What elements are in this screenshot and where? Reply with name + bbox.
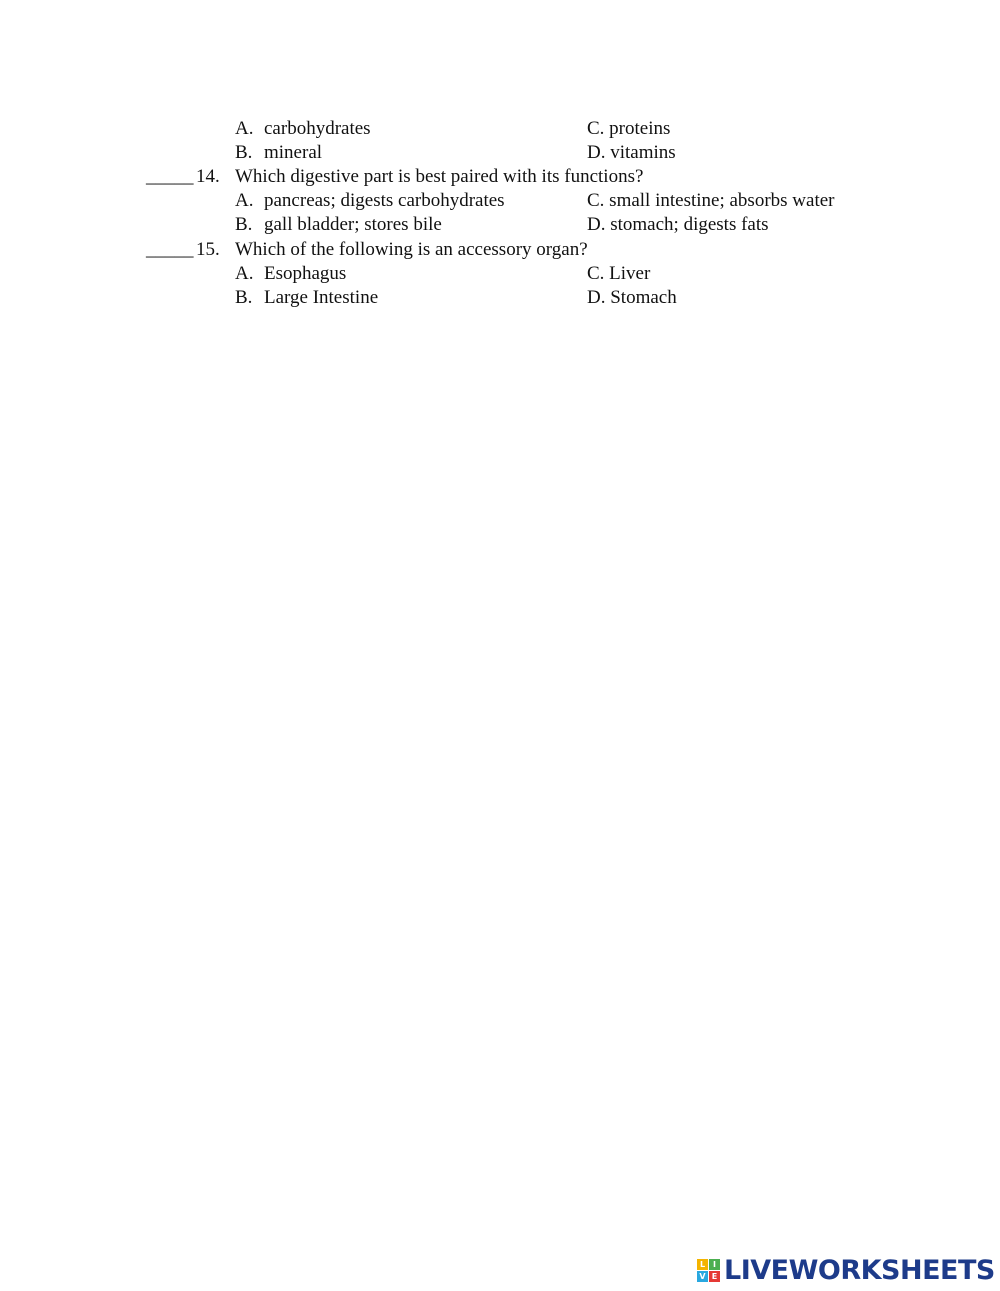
q13-option-b-letter: B. [235, 142, 253, 163]
logo-block-l: L [697, 1259, 708, 1270]
q14-number: 14. [196, 166, 220, 187]
q13-option-a-letter: A. [235, 118, 254, 139]
q14-option-a-letter: A. [235, 190, 254, 211]
q14-text: Which digestive part is best paired with its functions? [235, 166, 644, 187]
q15-option-a-letter: A. [235, 263, 254, 284]
q14-option-c: C. small intestine; absorbs water [587, 190, 835, 211]
q15-answer-blank[interactable]: _____ [146, 239, 194, 260]
logo-text: LIVEWORKSHEETS [724, 1254, 995, 1286]
q14-option-d: D. stomach; digests fats [587, 214, 769, 235]
logo-block-e: E [709, 1271, 720, 1282]
q15-option-b-text: Large Intestine [264, 287, 379, 308]
liveworksheets-logo [697, 1255, 995, 1285]
q14-answer-blank[interactable]: _____ [146, 166, 194, 187]
q13-option-c: C. proteins [587, 118, 671, 139]
q15-number: 15. [196, 239, 220, 260]
q15-option-d: D. Stomach [587, 287, 677, 308]
q13-option-d: D. vitamins [587, 142, 676, 163]
logo-block-i: I [709, 1259, 720, 1270]
logo-block-v: V [697, 1271, 708, 1282]
q14-option-b-letter: B. [235, 214, 253, 235]
q14-option-a-text: pancreas; digests carbohydrates [264, 190, 505, 211]
q15-option-a-text: Esophagus [264, 263, 347, 284]
q15-option-c: C. Liver [587, 263, 651, 284]
q13-option-b-text: mineral [264, 142, 323, 163]
q15-option-b-letter: B. [235, 287, 253, 308]
q15-text: Which of the following is an accessory organ? [235, 239, 588, 260]
q14-option-b-text: gall bladder; stores bile [264, 214, 442, 235]
q13-option-a-text: carbohydrates [264, 118, 371, 139]
logo-blocks-icon [697, 1259, 720, 1282]
